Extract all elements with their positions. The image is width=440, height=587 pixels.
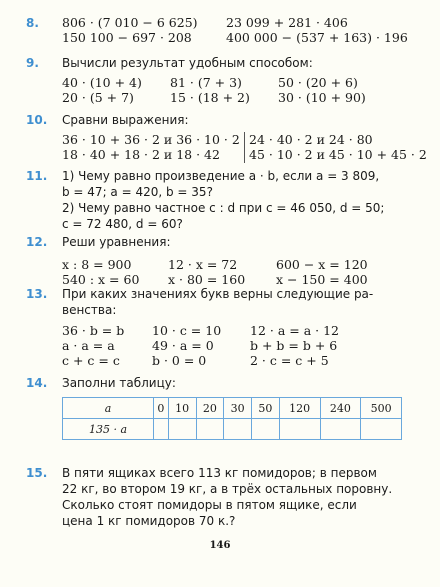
equation: x : 8 = 900 bbox=[62, 257, 132, 272]
text-line: В пяти ящиках всего 113 кг помидоров; в первом bbox=[62, 466, 377, 480]
exercise-number: 9. bbox=[26, 56, 39, 70]
equation: 540 : x = 60 bbox=[62, 272, 140, 287]
expression: 36 · 10 + 36 · 2 и 36 · 10 · 2 bbox=[62, 132, 240, 147]
expression: 400 000 − (537 + 163) · 196 bbox=[226, 30, 408, 45]
text-line: При каких значениях букв верны следующие ра- bbox=[62, 287, 374, 301]
empty-cell bbox=[279, 419, 320, 440]
value-cell: 120 bbox=[279, 398, 320, 419]
exercise-condition: Реши уравнения: bbox=[62, 235, 171, 249]
expression: 20 · (5 + 7) bbox=[62, 90, 134, 105]
empty-cell bbox=[361, 419, 402, 440]
equation: 600 − x = 120 bbox=[276, 257, 368, 272]
text-line: b = 47; a = 420, b = 35? bbox=[62, 185, 213, 199]
exercise-number: 11. bbox=[26, 169, 48, 183]
exercise-number: 8. bbox=[26, 16, 39, 30]
expression: 806 · (7 010 − 6 625) bbox=[62, 15, 198, 30]
equation: a · a = a bbox=[62, 338, 115, 353]
fill-in-table bbox=[62, 397, 402, 440]
text-line: цена 1 кг помидоров 70 к.? bbox=[62, 514, 236, 528]
exercise-condition: Вычисли результат удобным способом: bbox=[62, 56, 313, 70]
expression: 81 · (7 + 3) bbox=[170, 75, 242, 90]
equation: 36 · b = b bbox=[62, 323, 125, 338]
exercise-number: 15. bbox=[26, 466, 48, 480]
column-divider bbox=[244, 132, 245, 163]
text-line: венства: bbox=[62, 303, 117, 317]
equation: b + b = b + 6 bbox=[250, 338, 338, 353]
expression: 15 · (18 + 2) bbox=[170, 90, 250, 105]
text-line: Сколько стоят помидоры в пятом ящике, если bbox=[62, 498, 357, 512]
expression: 45 · 10 · 2 и 45 · 10 + 45 · 2 bbox=[249, 147, 427, 162]
value-cell: 50 bbox=[252, 398, 280, 419]
expression: 24 · 40 · 2 и 24 · 80 bbox=[249, 132, 373, 147]
equation: 49 · a = 0 bbox=[152, 338, 214, 353]
equation: 2 · c = c + 5 bbox=[250, 353, 329, 368]
table-row bbox=[63, 419, 402, 440]
header-cell: a bbox=[63, 398, 154, 419]
empty-cell bbox=[320, 419, 361, 440]
table-row bbox=[63, 398, 402, 419]
expression: 150 100 − 697 · 208 bbox=[62, 30, 192, 45]
value-cell: 20 bbox=[196, 398, 224, 419]
value-cell: 0 bbox=[154, 398, 169, 419]
text-line: 1) Чему равно произведение a · b, если a = 3 809, bbox=[62, 169, 380, 183]
exercise-number: 13. bbox=[26, 287, 48, 301]
equation: b · 0 = 0 bbox=[152, 353, 207, 368]
text-line: 22 кг, во втором 19 кг, а в трёх остальных поровну. bbox=[62, 482, 393, 496]
equation: x − 150 = 400 bbox=[276, 272, 368, 287]
value-cell: 240 bbox=[320, 398, 361, 419]
empty-cell bbox=[196, 419, 224, 440]
empty-cell bbox=[168, 419, 196, 440]
empty-cell bbox=[252, 419, 280, 440]
value-cell: 500 bbox=[361, 398, 402, 419]
exercise-condition: Сравни выражения: bbox=[62, 113, 189, 127]
value-cell: 10 bbox=[168, 398, 196, 419]
equation: 10 · c = 10 bbox=[152, 323, 222, 338]
expression: 30 · (10 + 90) bbox=[278, 90, 366, 105]
exercise-number: 14. bbox=[26, 376, 48, 390]
exercise-number: 12. bbox=[26, 235, 48, 249]
value-cell: 30 bbox=[224, 398, 252, 419]
empty-cell bbox=[224, 419, 252, 440]
empty-cell bbox=[154, 419, 169, 440]
expression: 18 · 40 + 18 · 2 и 18 · 42 bbox=[62, 147, 220, 162]
expression: 50 · (20 + 6) bbox=[278, 75, 358, 90]
page-number: 146 bbox=[209, 540, 231, 551]
equation: x · 80 = 160 bbox=[168, 272, 246, 287]
exercise-number: 10. bbox=[26, 113, 48, 127]
equation: c + c = c bbox=[62, 353, 120, 368]
expression: 23 099 + 281 · 406 bbox=[226, 15, 348, 30]
text-line: 2) Чему равно частное c : d при c = 46 050, d = 50; bbox=[62, 201, 385, 215]
text-line: c = 72 480, d = 60? bbox=[62, 217, 183, 231]
equation: 12 · x = 72 bbox=[168, 257, 238, 272]
expression: 40 · (10 + 4) bbox=[62, 75, 142, 90]
exercise-condition: Заполни таблицу: bbox=[62, 376, 176, 390]
row-label-cell: 135 · a bbox=[63, 419, 154, 440]
equation: 12 · a = a · 12 bbox=[250, 323, 339, 338]
